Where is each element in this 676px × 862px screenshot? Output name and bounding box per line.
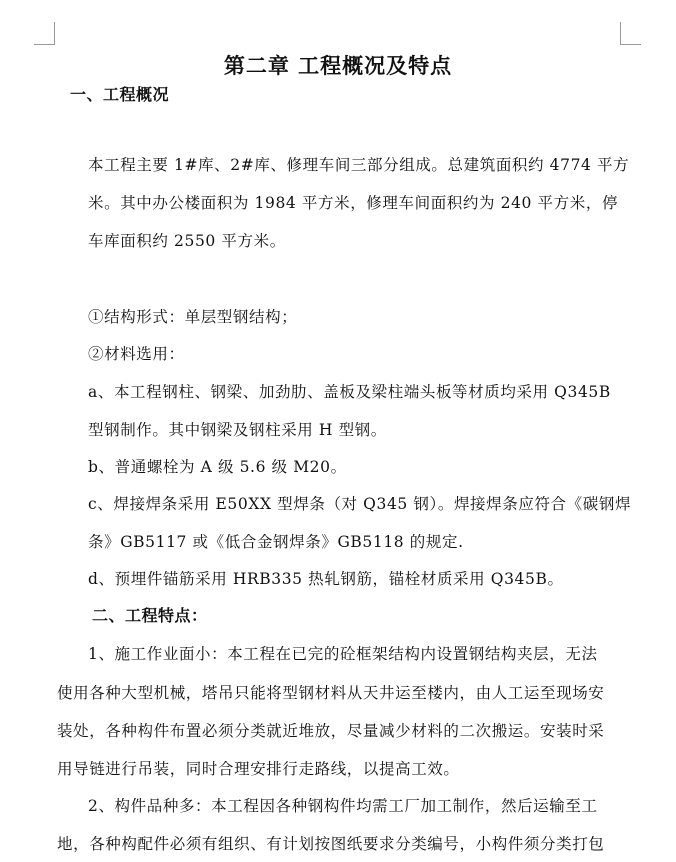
material-item-b: b、普通螺栓为 A 级 5.6 级 M20。 xyxy=(88,458,347,476)
intro-line-3: 车库面积约 2550 平方米。 xyxy=(88,232,286,250)
feature-1-line-1: 1、施工作业面小：本工程在已完的砼框架结构内设置钢结构夹层，无法 xyxy=(88,645,598,663)
feature-2-line-1: 2、构件品种多：本工程因各种钢构件均需工厂加工制作，然后运输至工 xyxy=(88,797,598,815)
feature-2-line-2: 地，各种构配件必须有组织、有计划按图纸要求分类编号，小构件须分类打包 xyxy=(57,835,605,853)
chapter-title: 第二章 工程概况及特点 xyxy=(223,54,453,78)
section-heading-overview: 一、工程概况 xyxy=(70,85,170,104)
section-heading-features: 二、工程特点： xyxy=(92,606,208,625)
material-item-c-line-2: 条》GB5117 或《低合金钢焊条》GB5118 的规定. xyxy=(88,533,464,551)
structure-form-line: ①结构形式：单层型钢结构； xyxy=(88,308,298,326)
material-item-c-line-1: c、焊接焊条采用 E50XX 型焊条（对 Q345 钢）。焊接焊条应符合《碳钢焊 xyxy=(88,495,632,513)
material-item-d: d、预埋件锚筋采用 HRB335 热轧钢筋，锚栓材质采用 Q345B。 xyxy=(88,570,564,588)
feature-1-line-2: 使用各种大型机械，塔吊只能将型钢材料从天井运至楼内，由人工运至现场安 xyxy=(57,684,605,702)
material-item-a-line-1: a、本工程钢柱、钢梁、加劲肋、盖板及梁柱端头板等材质均采用 Q345B xyxy=(88,383,611,401)
feature-1-line-3: 装处，各种构件布置必须分类就近堆放，尽量减少材料的二次搬运。安装时采 xyxy=(57,722,605,740)
feature-1-line-4: 用导链进行吊装，同时合理安排行走路线，以提高工效。 xyxy=(57,760,460,778)
material-item-a-line-2: 型钢制作。其中钢梁及钢柱采用 H 型钢。 xyxy=(88,421,387,439)
crop-mark-top-left xyxy=(34,22,55,45)
intro-line-1: 本工程主要 1#库、2#库、修理车间三部分组成。总建筑面积约 4774 平方 xyxy=(88,156,630,174)
materials-heading: ②材料选用： xyxy=(88,345,185,363)
intro-line-2: 米。其中办公楼面积为 1984 平方米，修理车间面积约为 240 平方米，停 xyxy=(88,194,619,212)
crop-mark-top-right xyxy=(620,22,641,45)
